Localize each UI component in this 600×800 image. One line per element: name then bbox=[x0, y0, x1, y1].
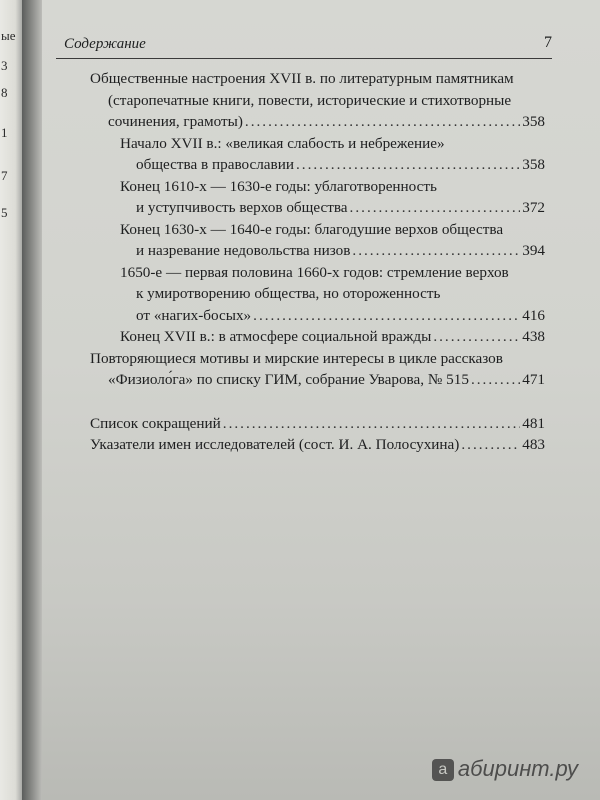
left-page-fragment: 3 bbox=[1, 58, 8, 73]
toc-entry-last-line bbox=[90, 369, 545, 391]
toc-entry-line: 1650-е — первая половина 1660-х годов: стремление верхов bbox=[120, 263, 509, 281]
dot-leader bbox=[245, 111, 520, 133]
page-number: 7 bbox=[544, 34, 552, 51]
toc-entry-last-line bbox=[90, 154, 545, 176]
toc-page-number: 394 bbox=[522, 242, 545, 259]
toc-entry-line: Конец 1630-х — 1640-е годы: благодушие верхов общества bbox=[120, 220, 504, 238]
dot-leader bbox=[471, 369, 520, 391]
left-page-fragment: 5 bbox=[1, 205, 8, 220]
running-title: Содержание bbox=[64, 36, 146, 52]
book-gutter bbox=[22, 0, 42, 800]
toc-entry-line: общества в православии bbox=[136, 156, 294, 173]
toc-entry-line: Конец XVII в.: в атмосфере социальной вражды bbox=[120, 328, 432, 345]
dot-leader bbox=[253, 305, 520, 327]
toc-page-number: 416 bbox=[522, 306, 545, 324]
toc-entry bbox=[90, 348, 545, 391]
toc-entry-last-line bbox=[90, 111, 545, 133]
left-page-fragment: 1 bbox=[1, 125, 8, 140]
toc-entry bbox=[90, 262, 545, 327]
toc-entry bbox=[90, 326, 545, 348]
dot-leader bbox=[461, 434, 520, 456]
toc-entry-line: Общественные настроения XVII в. по литературным памятникам bbox=[90, 70, 514, 87]
toc-entry-last-line bbox=[90, 413, 545, 435]
running-header bbox=[56, 34, 552, 59]
toc-page-number: 358 bbox=[522, 156, 545, 173]
toc-entry-line: и назревание недовольства низов bbox=[136, 242, 351, 259]
toc-page-number: 358 bbox=[522, 113, 545, 130]
toc-entry-line: от «нагих-босых» bbox=[136, 306, 252, 324]
toc-entry-line: Начало XVII в.: «великая слабость и небрежение» bbox=[120, 134, 445, 152]
labirint-logo-icon: а bbox=[432, 759, 454, 781]
toc-entry bbox=[90, 219, 545, 262]
left-page-edge bbox=[0, 0, 22, 800]
toc-entry-line: Конец 1610-х — 1630-е годы: ублаготворенность bbox=[120, 177, 437, 195]
toc-page-number: 481 bbox=[522, 414, 545, 432]
toc-page-number: 372 bbox=[522, 199, 545, 216]
toc-entry-last-line bbox=[90, 326, 545, 348]
toc-page-number: 483 bbox=[522, 436, 545, 453]
watermark-text: абиринт.ру bbox=[457, 756, 578, 781]
toc-page-number: 471 bbox=[522, 371, 545, 388]
toc-entry bbox=[90, 413, 545, 435]
toc-page-number: 438 bbox=[522, 328, 545, 345]
toc-entry-last-line bbox=[90, 434, 545, 456]
watermark bbox=[432, 756, 578, 782]
dot-leader bbox=[352, 240, 520, 262]
table-of-contents bbox=[90, 68, 545, 456]
toc-entry-last-line bbox=[90, 197, 545, 219]
toc-entry-line: сочинения, грамоты) bbox=[108, 113, 243, 130]
dot-leader bbox=[223, 413, 520, 435]
dot-leader bbox=[433, 326, 520, 348]
toc-entry-line: к умиротворению общества, но отороженность bbox=[136, 285, 441, 302]
left-page-fragment: 8 bbox=[1, 85, 8, 100]
left-page-fragment: ые bbox=[1, 28, 16, 43]
toc-entry bbox=[90, 133, 545, 176]
toc-entry-line: (старопечатные книги, повести, исторические и стихотворные bbox=[108, 91, 512, 109]
dot-leader bbox=[350, 197, 521, 219]
toc-entry bbox=[90, 434, 545, 456]
toc-entry-last-line bbox=[90, 305, 545, 327]
toc-entry-last-line bbox=[90, 240, 545, 262]
toc-entry-line: Список сокращений bbox=[90, 414, 221, 432]
toc-section-gap bbox=[90, 391, 545, 413]
left-page-fragment: 7 bbox=[1, 168, 8, 183]
toc-entry-line: и уступчивость верхов общества bbox=[136, 199, 348, 216]
toc-entry-line: Указатели имен исследователей (сост. И. А. Полосухина) bbox=[90, 436, 460, 453]
toc-entry bbox=[90, 176, 545, 219]
dot-leader bbox=[296, 154, 520, 176]
toc-entry-line: Повторяющиеся мотивы и мирские интересы в цикле рассказов bbox=[90, 349, 503, 367]
toc-entry-line: «Физиоло́га» по списку ГИМ, собрание Уварова, № 515 bbox=[108, 371, 469, 388]
toc-entry bbox=[90, 68, 545, 133]
